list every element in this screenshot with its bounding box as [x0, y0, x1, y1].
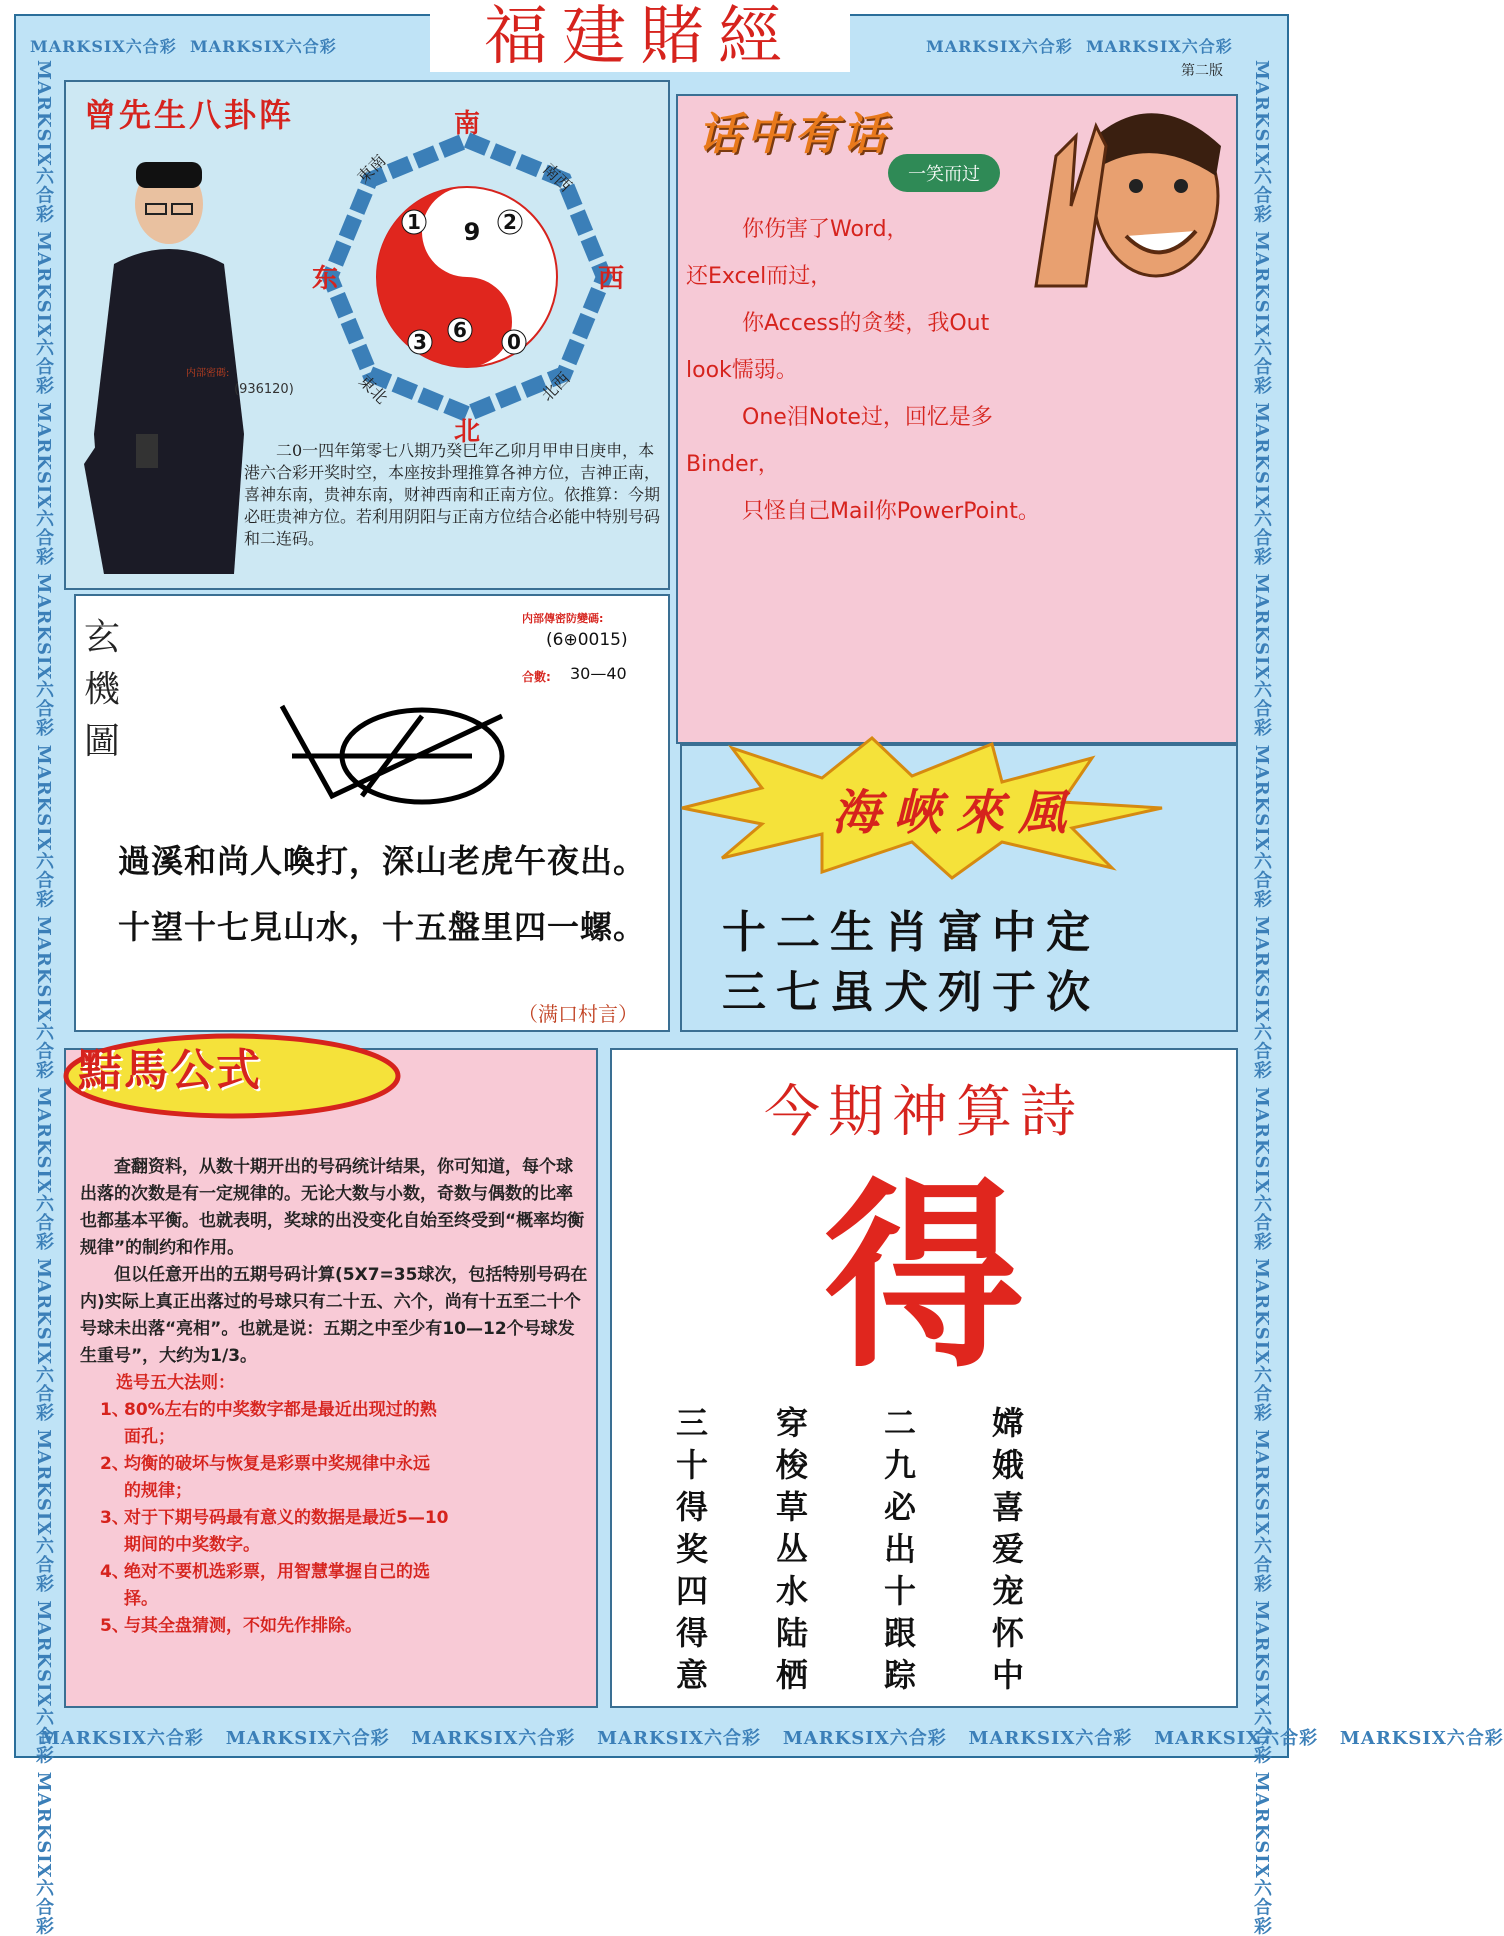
- direction-west: 西: [598, 264, 625, 294]
- joke-tag: 一笑而过: [888, 154, 1000, 192]
- bagua-number: 9: [463, 218, 481, 246]
- poem-panel: [610, 1048, 1238, 1708]
- bagua-number: 2: [503, 210, 517, 234]
- band-right: MARKSIX六合彩 MARKSIX六合彩 MARKSIX六合彩 MARKSIX六合彩 MARKSIX六合彩 MARKSIX六合彩 MARKSIX六合彩 MARKSIX六合彩 MARKSIX六合彩 MARKSIX六合彩 MARKSIX六合彩: [1251, 60, 1272, 1936]
- joke-line: 你Access的贪婪，我Out: [742, 311, 990, 336]
- band-top-left: MARKSIX六合彩 MARKSIX六合彩: [30, 37, 337, 56]
- xuanji-he-value: 30—40: [570, 664, 627, 683]
- xuanji-verse-line: 過溪和尚人喚打，深山老虎午夜出。: [118, 842, 647, 880]
- rule-item: 3、对于下期号码最有意义的数据是最近5—10 期间的中奖数字。: [100, 1508, 449, 1555]
- poem-column: 三十得奖四得意: [675, 1404, 708, 1694]
- dianma-panel: [64, 1045, 598, 1708]
- haixia-heading: 海峽來風: [832, 785, 1081, 841]
- xuanji-code-value: (6⊕0015): [546, 630, 628, 650]
- dianma-paragraph: 查翻资料，从数十期开出的号码统计结果，你可知道，每个球出落的次数是有一定规律的。无论大数与小数，奇数与偶数的比率也都基本平衡。也就表明，奖球的出没变化自始至终受到“概率均衡规律”的制约和作用。: [80, 1157, 585, 1258]
- edition-label: 第二版: [1181, 63, 1223, 79]
- direction-east: 东: [312, 264, 339, 294]
- mystery-symbol-icon: [272, 696, 522, 816]
- xuanji-panel: [74, 594, 670, 1032]
- poem-column: 嫦娥喜爱宠怀中: [991, 1404, 1024, 1694]
- bagua-panel: [64, 80, 670, 590]
- poem-big-char: 得: [823, 1160, 1024, 1395]
- joke-text: [686, 206, 1226, 535]
- joke-line: 还Excel而过，: [686, 264, 833, 289]
- rule-item: 2、均衡的破坏与恢复是彩票中奖规律中永远 的规律；: [100, 1454, 430, 1501]
- xuanji-label: 玄機圖: [84, 617, 121, 762]
- joke-line: 只怪自己Mail你PowerPoint。: [742, 499, 1040, 524]
- joke-panel: [676, 94, 1238, 744]
- master-portrait: [84, 134, 254, 574]
- band-left: MARKSIX六合彩 MARKSIX六合彩 MARKSIX六合彩 MARKSIX六合彩 MARKSIX六合彩 MARKSIX六合彩 MARKSIX六合彩 MARKSIX六合彩 MARKSIX六合彩 MARKSIX六合彩 MARKSIX六合彩: [33, 60, 54, 1936]
- rule-item: 4、绝对不要机选彩票，用智慧掌握自己的选 择。: [100, 1562, 430, 1609]
- direction-northwest: 北西: [537, 368, 574, 405]
- joke-line: Binder，: [686, 452, 780, 477]
- poem-heading: 今期神算詩: [764, 1080, 1084, 1145]
- joke-line: look懦弱。: [686, 358, 798, 383]
- direction-southeast: 東南: [353, 150, 390, 187]
- direction-south: 南: [453, 109, 481, 139]
- rule-item: 5、与其全盘猜测，不如先作排除。: [100, 1616, 362, 1636]
- bagua-code-value: (936120): [234, 382, 294, 397]
- band-top-right: MARKSIX六合彩 MARKSIX六合彩: [926, 37, 1233, 56]
- poem-column: 穿梭草丛水陆栖: [775, 1404, 808, 1694]
- bagua-heading: 曾先生八卦阵: [84, 96, 295, 134]
- haixia-panel: [680, 744, 1238, 1032]
- bagua-number: 3: [413, 330, 427, 354]
- joke-heading: 话中有话: [698, 109, 890, 160]
- xuanji-he-label: 合數:: [522, 670, 551, 684]
- rule-item: 1、80%左右的中奖数字都是最近出现过的熟 面孔；: [100, 1400, 437, 1447]
- poem-column: 二九必出十跟踪: [883, 1404, 916, 1694]
- xuanji-verse-line: 十望十七見山水，十五盤里四一螺。: [118, 908, 647, 946]
- direction-north: 北: [453, 417, 481, 447]
- xuanji-code-label: 内部傳密防變碼:: [522, 612, 604, 625]
- joke-line: 你伤害了Word，: [742, 217, 909, 242]
- haixia-line: 三七虽犬列于次: [722, 967, 1100, 1018]
- rules-title: 选号五大法则：: [116, 1373, 235, 1393]
- dianma-heading: 黠馬公式: [78, 1045, 262, 1096]
- bagua-paragraph: 二0一四年第零七八期乃癸巳年乙卯月甲申日庚申，本港六合彩开奖时空，本座按卦理推算各神方位，吉神正南，喜神东南，贵神东南，财神西南和正南方位。依推算：今期必旺贵神方位。若利用阴阳与正南方位结合必能中特别号码和二连码。: [244, 441, 661, 548]
- bagua-code-label: 内部密碼:: [186, 368, 230, 379]
- joke-line: One泪Note过，回忆是多: [742, 405, 993, 430]
- bagua-number: 0: [507, 330, 521, 354]
- masthead-title: 福建賭經: [430, 2, 850, 72]
- haixia-line: 十二生肖富中定: [722, 907, 1100, 958]
- bagua-diagram: [302, 109, 632, 447]
- poem-columns: [668, 1402, 1188, 1692]
- bagua-number: 1: [407, 210, 421, 234]
- dianma-body: [80, 1154, 588, 1640]
- dianma-paragraph: 但以任意开出的五期号码计算(5X7=35球次，包括特别号码在内)实际上真正出落过的号球只有二十五、六个，尚有十五至二十个号球未出落“亮相”。也就是说：五期之中至少有10—12个号球发生重号”，大约为1/3。: [80, 1265, 588, 1366]
- direction-southwest: 南西: [539, 159, 576, 196]
- xuanji-source: （满口村言）: [518, 1002, 638, 1026]
- bagua-number: 6: [453, 318, 467, 342]
- band-bottom: MARKSIX六合彩 MARKSIX六合彩 MARKSIX六合彩 MARKSIX六合彩 MARKSIX六合彩 MARKSIX六合彩 MARKSIX六合彩 MARKSIX六合彩: [40, 1728, 1504, 1749]
- direction-northeast: 東北: [355, 371, 392, 408]
